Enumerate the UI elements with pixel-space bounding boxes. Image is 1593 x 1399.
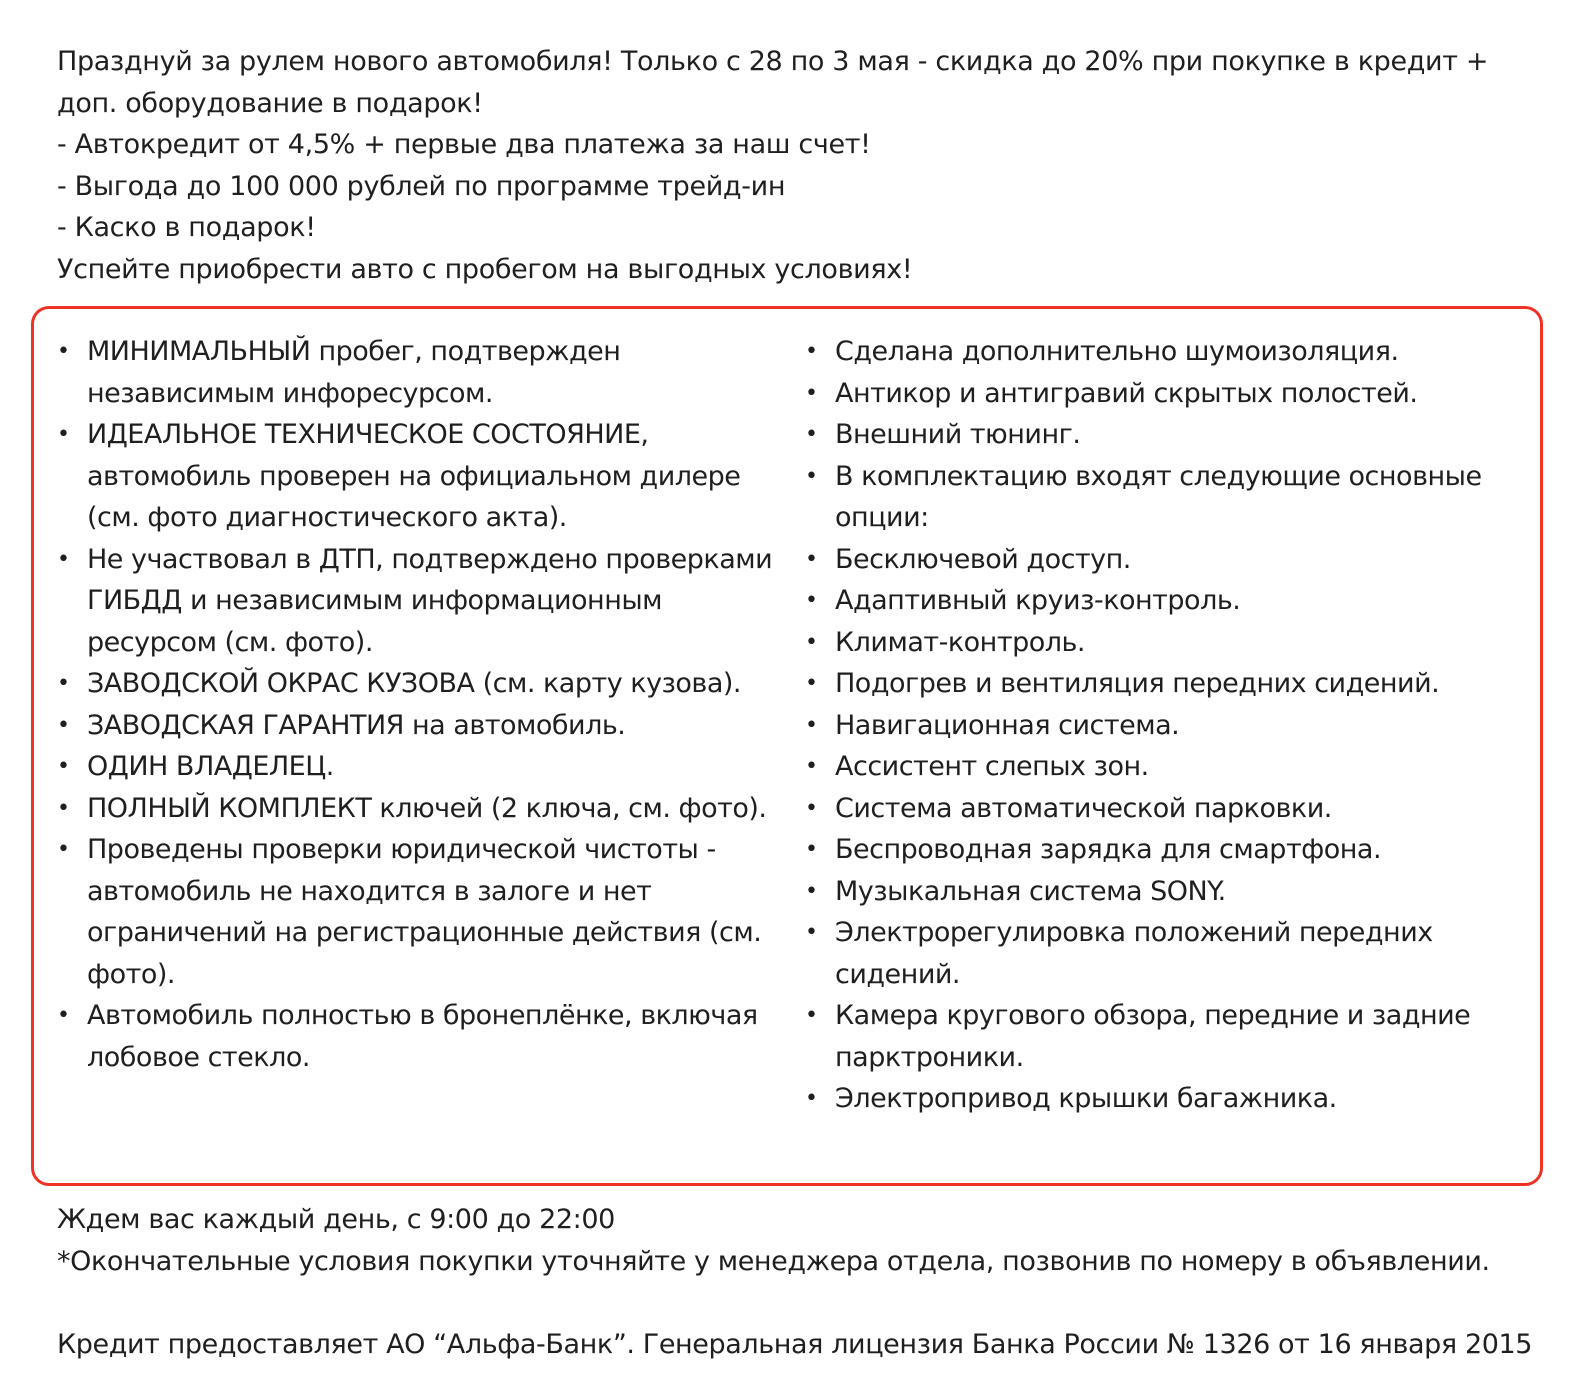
list-item [57,414,777,539]
list-item-text: Музыкальная система SONY. [835,875,1226,907]
list-item [805,912,1535,995]
list-item [57,829,777,995]
bullet-icon: • [805,837,818,862]
list-item [57,705,777,747]
opening-hours: Ждем вас каждый день, с 9:00 до 22:00 [57,1204,615,1235]
list-item-text: Автомобиль полностью в бронеплёнке, включая лобовое стекло. [87,1000,758,1073]
intro-line: - Выгода до 100 000 рублей по программе трейд-ин [57,170,786,202]
list-item [805,580,1535,622]
bullet-icon: • [805,422,818,447]
list-item-text: Антикор и антигравий скрытых полостей. [835,377,1418,409]
list-item [805,373,1535,415]
features-list-left [57,331,777,1078]
bullet-icon: • [805,546,818,572]
intro-line: - Автокредит от 4,5% + первые два платежа за наш счет! [57,129,871,160]
bullet-icon: • [805,1003,818,1028]
list-item-text: ЗАВОДСКАЯ ГАРАНТИЯ на автомобиль. [87,709,626,741]
bullet-icon: • [57,339,70,364]
list-item [805,622,1535,664]
bullet-icon: • [805,463,818,489]
list-item [805,663,1535,705]
bullet-icon: • [805,588,818,613]
bullet-icon: • [57,546,70,572]
list-item-text: ПОЛНЫЙ КОМПЛЕКТ ключей (2 ключа, см. фото). [87,792,767,824]
list-item-text: Проведены проверки юридической чистоты - автомобиль не находится в залоге и нет ограничений на регистрационные действия (см. фото). [87,834,762,990]
bullet-icon: • [805,795,818,821]
bullet-icon: • [805,878,818,904]
list-item [57,995,777,1078]
list-item [805,746,1535,788]
bullet-icon: • [805,671,818,696]
bullet-icon: • [805,380,818,406]
list-item-text: В комплектацию входят следующие основные опции: [835,460,1482,533]
list-item-text: Навигационная система. [835,709,1180,741]
list-item-text: Подогрев и вентиляция передних сидений. [835,668,1440,699]
list-item [57,746,777,788]
credit-disclaimer: Кредит предоставляет АО “Альфа-Банк”. Генеральная лицензия Банка России № 1326 от 16 января 2015 [57,1328,1533,1360]
list-item-text: МИНИМАЛЬНЫЙ пробег, подтвержден независимым инфоресурсом. [87,336,621,409]
list-item [805,705,1535,747]
list-item-text: ЗАВОДСКОЙ ОКРАС КУЗОВА (см. карту кузова). [87,668,741,699]
list-item-text: Не участвовал в ДТП, подтверждено проверками ГИБДД и независимым информационным ресурсом (см. фото). [87,543,773,658]
list-item [805,1078,1535,1120]
bullet-icon: • [57,712,70,738]
intro-line: Успейте приобрести авто с пробегом на выгодных условиях! [57,253,913,285]
bullet-icon: • [57,837,70,862]
list-item [805,995,1535,1078]
bullet-icon: • [57,795,70,821]
spacer [57,1282,1557,1324]
bullet-icon: • [57,1003,70,1028]
list-item [805,456,1535,539]
bullet-icon: • [805,1086,818,1111]
list-item-text: Система автоматической парковки. [835,792,1332,824]
list-item-text: Беспроводная зарядка для смартфона. [835,834,1382,865]
list-item-text: Ассистент слепых зон. [835,751,1149,782]
purchase-terms-note: *Окончательные условия покупки уточняйте у менеджера отдела, позвонив по номеру в объявлении. [57,1245,1490,1277]
footer-block [57,1199,1557,1365]
intro-line: доп. оборудование в подарок! [57,87,483,119]
list-item [57,539,777,664]
list-item-text: Камера кругового обзора, передние и задние парктроники. [835,1000,1471,1073]
list-item-text: Электрорегулировка положений передних сидений. [835,917,1433,990]
bullet-icon: • [57,754,70,779]
list-item-text: Климат-контроль. [835,626,1085,658]
list-item-text: Бесключевой доступ. [835,543,1131,575]
list-item [57,663,777,705]
bullet-icon: • [805,754,818,779]
bullet-icon: • [805,712,818,738]
list-item-text: Адаптивный круиз-контроль. [835,585,1241,616]
list-item [57,331,777,414]
list-item-text: ИДЕАЛЬНОЕ ТЕХНИЧЕСКОЕ СОСТОЯНИЕ, автомобиль проверен на официальном дилере (см. фото диагностического акта). [87,419,741,533]
intro-line: Празднуй за рулем нового автомобиля! Только с 28 по 3 мая - скидка до 20% при покупке в кредит + [57,46,1489,77]
list-item [805,871,1535,913]
list-item-text: Электропривод крышки багажника. [835,1083,1337,1114]
list-item [805,331,1535,373]
list-item [57,788,777,830]
list-item-text: ОДИН ВЛАДЕЛЕЦ. [87,751,334,782]
bullet-icon: • [805,629,818,655]
bullet-icon: • [57,422,70,447]
list-item [805,829,1535,871]
features-list-right [805,331,1535,1120]
bullet-icon: • [57,671,70,696]
list-item-text: Сделана дополнительно шумоизоляция. [835,336,1399,367]
intro-block [57,41,1537,290]
bullet-icon: • [805,920,818,945]
list-item [805,539,1535,581]
list-item [805,414,1535,456]
bullet-icon: • [805,339,818,364]
list-item-text: Внешний тюнинг. [835,419,1081,450]
intro-line: - Каско в подарок! [57,212,316,243]
list-item [805,788,1535,830]
